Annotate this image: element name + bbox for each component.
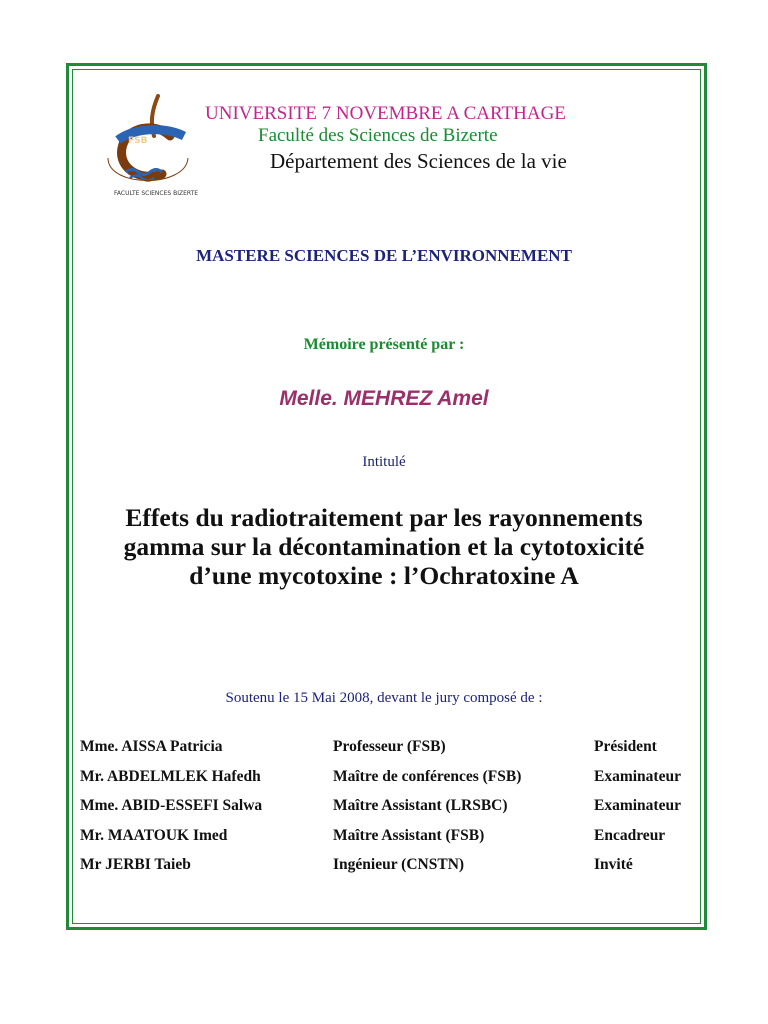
logo-text-top: FSB bbox=[128, 136, 148, 146]
jury-member-role: Examinateur bbox=[594, 767, 681, 785]
defense-statement: Soutenu le 15 Mai 2008, devant le jury composé de : bbox=[225, 690, 543, 706]
jury-member-name: Mr. ABDELMLEK Hafedh bbox=[80, 767, 261, 785]
jury-member-name: Mr. MAATOUK Imed bbox=[80, 826, 228, 844]
thesis-title-line: gamma sur la décontamination et la cytotoxicité bbox=[123, 532, 645, 561]
jury-member-name: Mme. AISSA Patricia bbox=[80, 738, 223, 755]
jury-member-title: Ingénieur (CNSTN) bbox=[333, 856, 465, 873]
jury-member-role: Encadreur bbox=[594, 826, 666, 844]
department-name: Département des Sciences de la vie bbox=[270, 149, 567, 173]
jury-member-title: Professeur (FSB) bbox=[333, 738, 446, 755]
jury-member-name: Mme. ABID-ESSEFI Salwa bbox=[80, 797, 263, 814]
presented-by-label: Mémoire présenté par : bbox=[303, 336, 465, 353]
logo-text-bottom: FACULTE SCIENCES BIZERTE bbox=[114, 190, 198, 197]
faculty-name: Faculté des Sciences de Bizerte bbox=[258, 125, 498, 146]
thesis-title bbox=[60, 503, 708, 590]
jury-member-title: Maître Assistant (FSB) bbox=[333, 826, 485, 844]
faculty-logo bbox=[100, 92, 198, 202]
jury-member-role: Invité bbox=[594, 856, 633, 873]
title-label: Intitulé bbox=[362, 454, 406, 470]
jury-member-name: Mr JERBI Taieb bbox=[80, 856, 191, 873]
university-name: UNIVERSITE 7 NOVEMBRE A CARTHAGE bbox=[205, 103, 566, 124]
program-title: MASTERE SCIENCES DE L’ENVIRONNEMENT bbox=[196, 246, 572, 265]
jury-member-title: Maître de conférences (FSB) bbox=[333, 767, 522, 785]
author-name: Melle. MEHREZ Amel bbox=[279, 387, 489, 410]
jury-member-title: Maître Assistant (LRSBC) bbox=[333, 797, 508, 814]
jury-member-role: Président bbox=[594, 738, 657, 755]
jury-member-role: Examinateur bbox=[594, 797, 681, 814]
thesis-title-line: d’une mycotoxine : l’Ochratoxine A bbox=[189, 561, 579, 590]
thesis-title-line: Effets du radiotraitement par les rayonnements bbox=[125, 503, 643, 532]
